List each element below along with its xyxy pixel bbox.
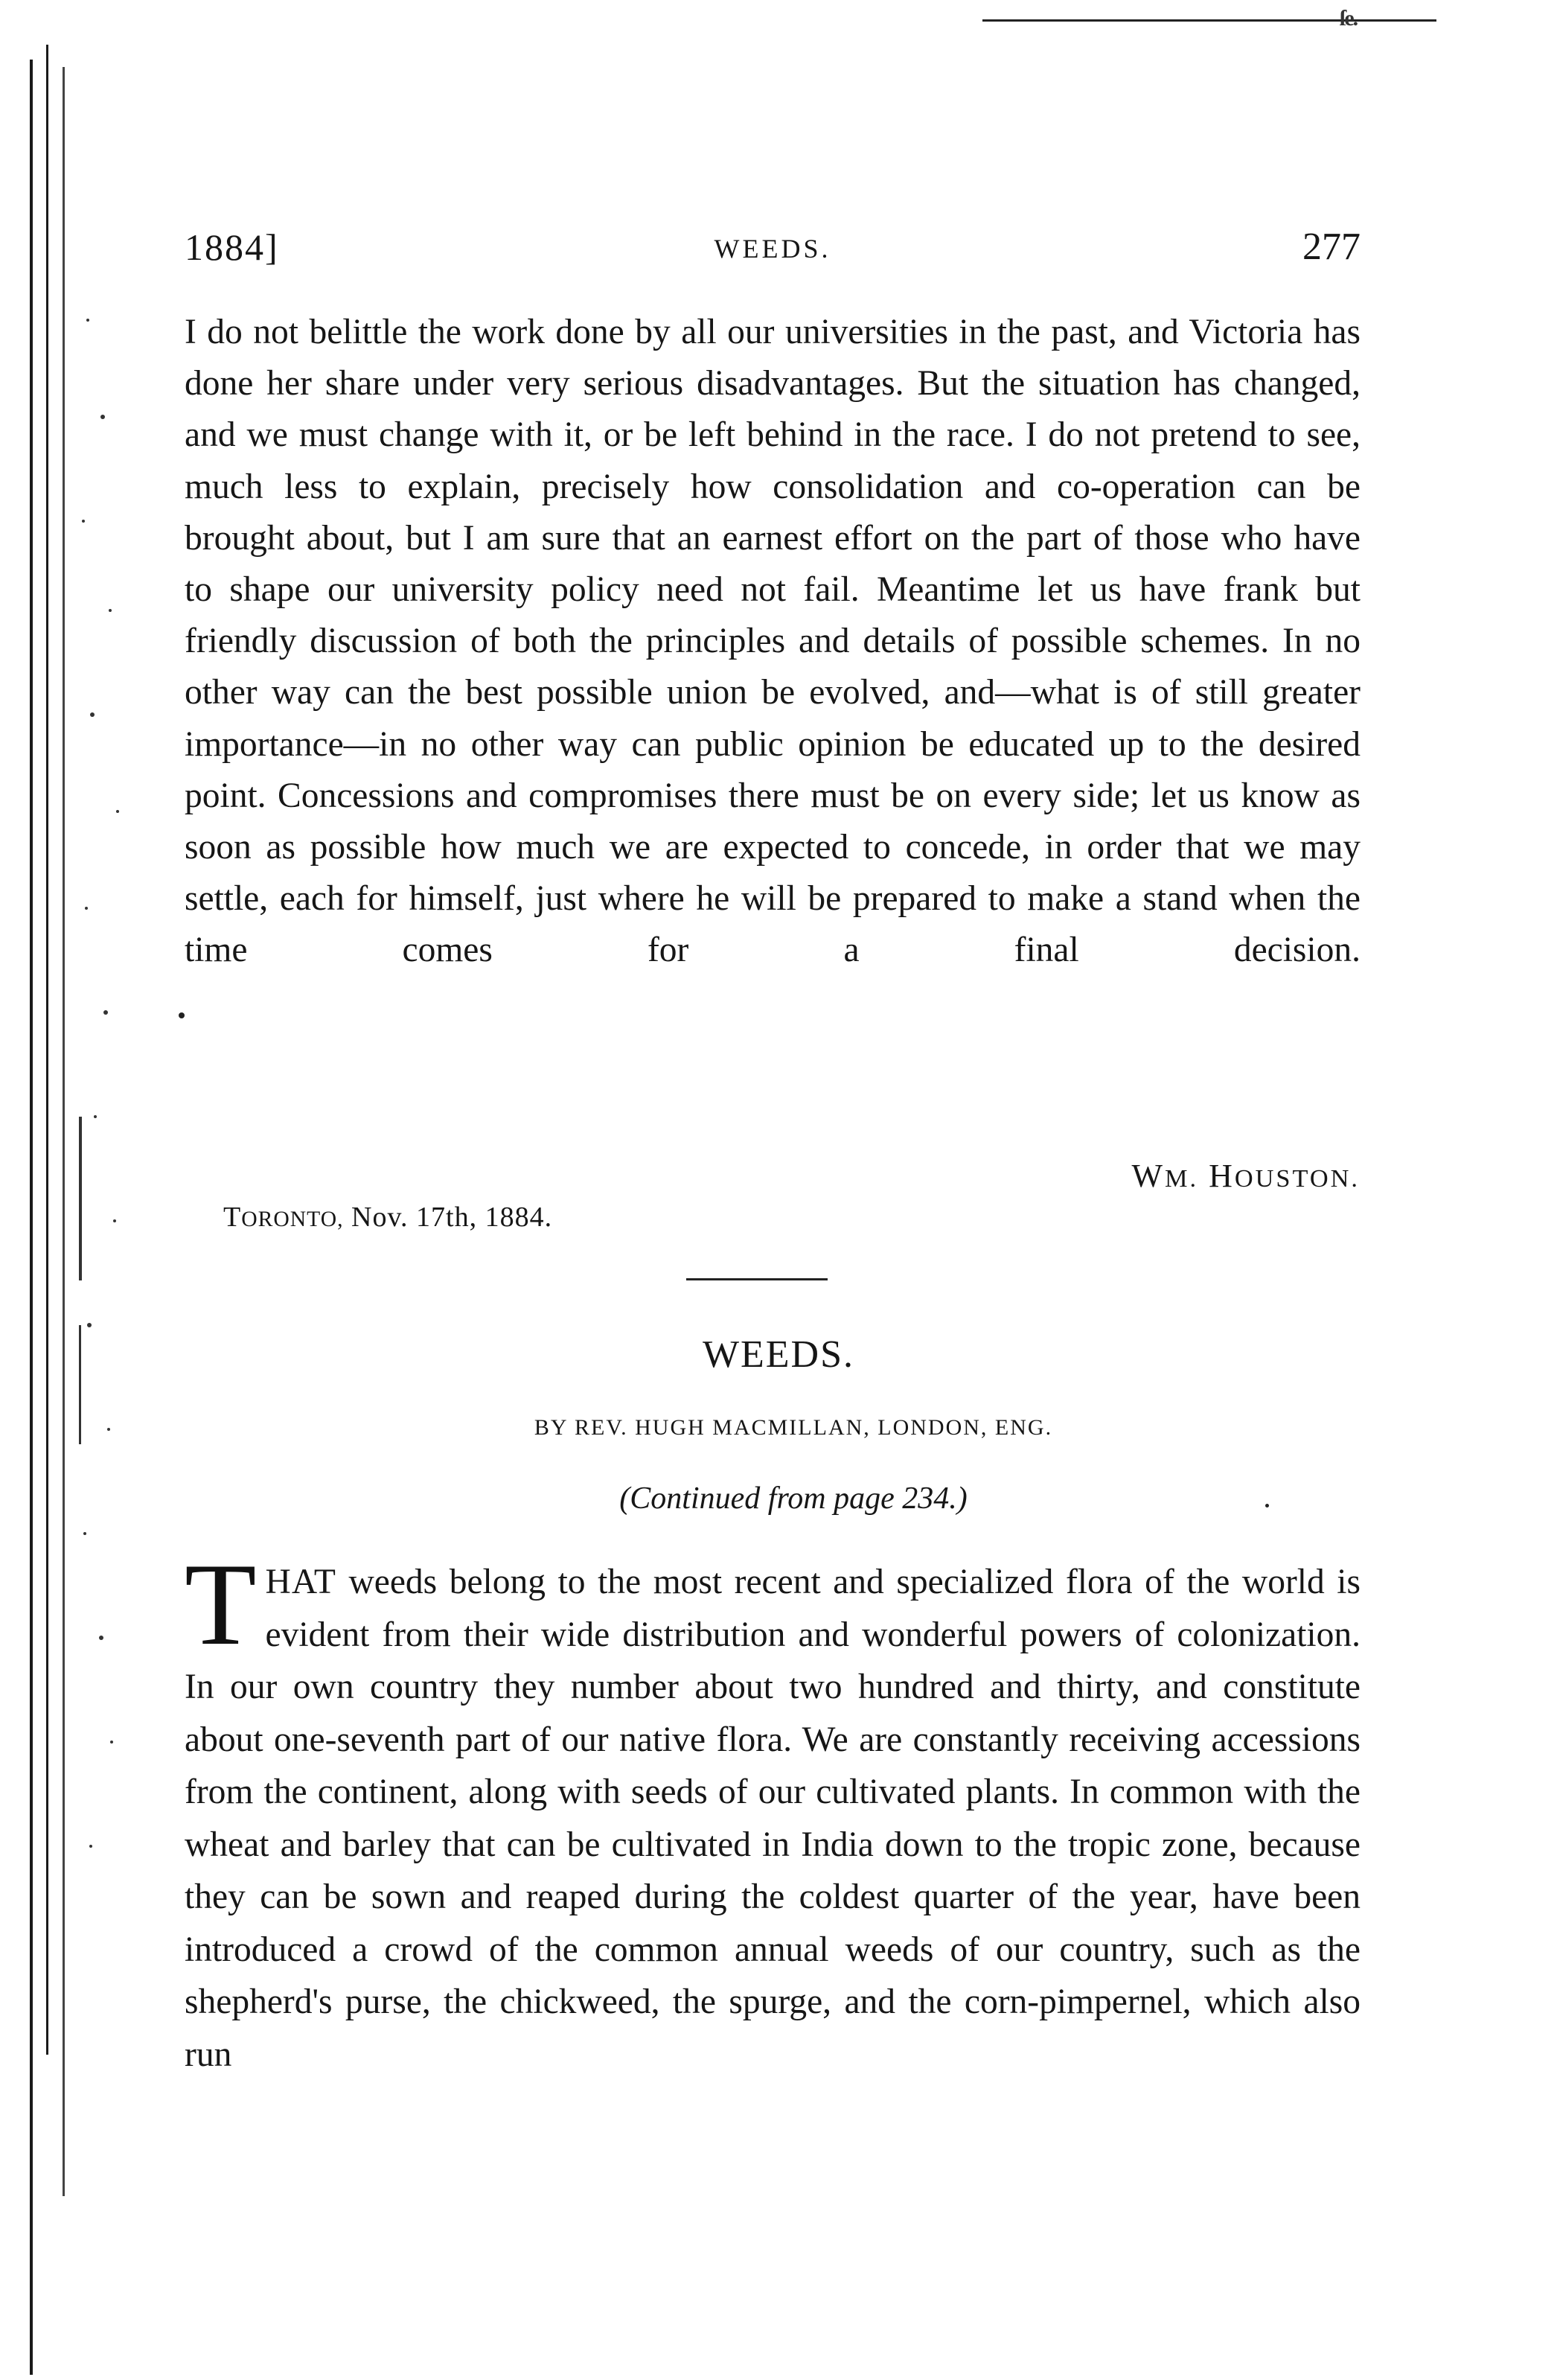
- page-number: 277: [1302, 226, 1361, 268]
- section-separator: [686, 1278, 828, 1280]
- margin-speckles: [73, 298, 132, 1936]
- top-edge-mark: ſe.: [1340, 6, 1358, 31]
- binding-edge-line: [63, 67, 65, 2196]
- letter-signature: WM. HOUSTON.: [1131, 1158, 1360, 1194]
- top-edge-rule: [982, 19, 1436, 22]
- letter-place-date: TORONTO, Nov. 17th, 1884.: [223, 1202, 553, 1233]
- article-byline: BY REV. HUGH MACMILLAN, LONDON, ENG.: [534, 1415, 1053, 1440]
- article-paragraph: [185, 1540, 1361, 2081]
- article-title: WEEDS.: [702, 1333, 855, 1376]
- continued-note: (Continued from page 234.): [619, 1481, 968, 1516]
- drop-cap: T: [185, 1540, 257, 1670]
- stray-mark: [1265, 1504, 1269, 1508]
- letter-paragraph: I do not belittle the work done by all our universities in the past, and Victoria has done her share under very serious disadvantages. But the situation has changed, and we must change with it, or be left behind in the race. I do not pretend to see, much less to explain, precisely how consolidation and co-operation can be brought about, but I am sure that an earnest effort on the part of those who have to shape our university policy need not fail. Meantime let us have frank but friendly discussion of both the principles and details of possible schemes. In no other way can the best possible union be evolved, and—what is of still greater importance—in no other way can public opinion be educated up to the desired point. Concessions and compromises there must be on every side; let us know as soon as possible how much we are expected to concede, in order that we may settle, each for himself, just where he will be prepared to make a stand when the time comes for a final decision.: [185, 313, 1361, 970]
- running-head: [185, 225, 1361, 269]
- running-head-title: WEEDS.: [714, 234, 831, 264]
- binding-edge-line: [30, 60, 33, 2375]
- running-head-year: 1884]: [185, 226, 279, 268]
- article-paragraph-text: weeds belong to the most recent and specialized flora of the world is evident from their wide distribution and wonderful powers of colonization. In our own country they number about two hundred and thirty, and constitute about one-seventh part of our native flora. We are constantly receiving accessions from the continent, along with seeds of our cultivated plants. In common with the wheat and barley that can be cultivated in India down to the tropic zone, because they can be sown and reaped during the coldest quarter of the year, have been introduced a crowd of the common annual weeds of our country, such as the shepherd's purse, the chickweed, the spurge, and the corn-pimpernel, which also run: [185, 1563, 1361, 2074]
- binding-edge-line: [46, 45, 48, 2055]
- lead-word: HAT: [265, 1563, 336, 1601]
- stray-mark: [179, 1012, 185, 1018]
